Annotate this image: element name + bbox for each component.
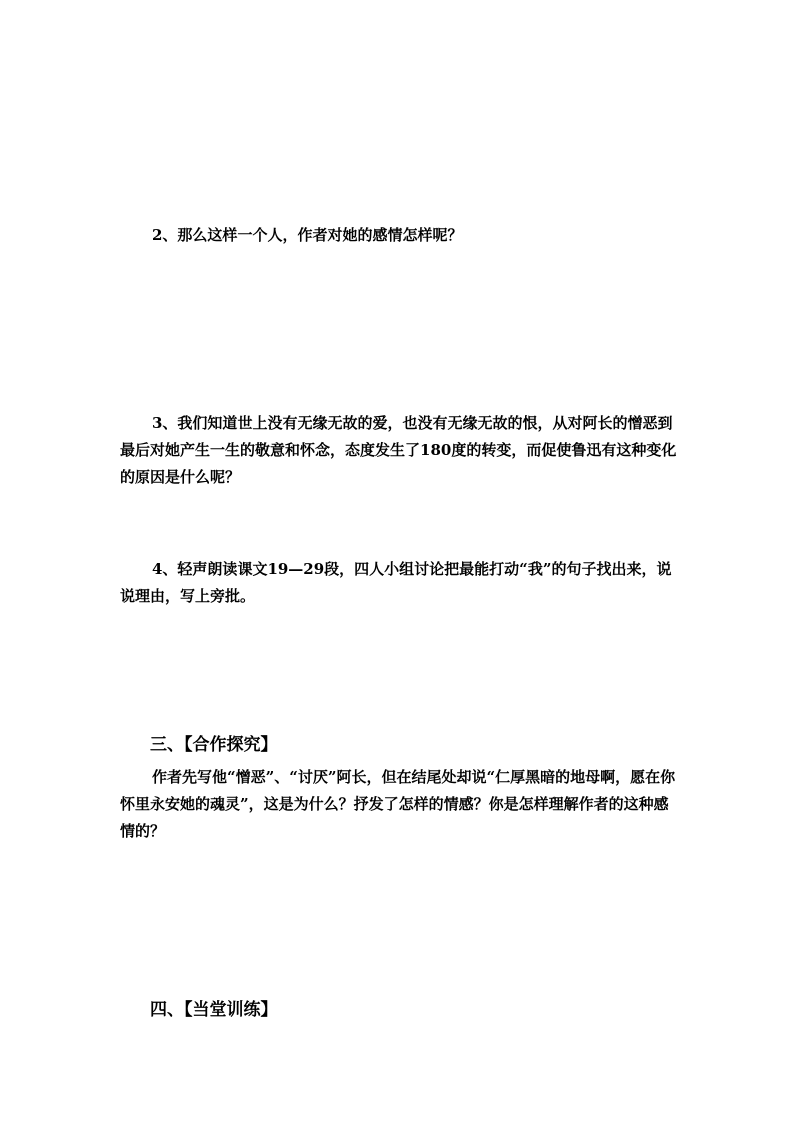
section-3-body: 作者先写他“憎恶”、“讨厌”阿长，但在结尾处却说“仁厚黑暗的地母啊，愿在你怀里永安她的魂灵”，这是为什么？抒发了怎样的情感？你是怎样理解作者的这种感情的？ [120, 768, 676, 840]
section-4-heading: 四、【当堂训练】 [150, 1000, 278, 1020]
question-2: 2、那么这样一个人，作者对她的感情怎样呢？ [152, 226, 463, 244]
question-4: 4、轻声朗读课文19—29段，四人小组讨论把最能打动“我”的句子找出来，说说理由，写上旁批。 [120, 560, 672, 605]
section-3-heading: 三、【合作探究】 [150, 735, 278, 755]
question-3: 3、我们知道世上没有无缘无故的爱，也没有无缘无故的恨，从对阿长的憎恶到最后对她产生一生的敬意和怀念，态度发生了180度的转变，而促使鲁迅有这种变化的原因是什么呢？ [120, 414, 677, 486]
